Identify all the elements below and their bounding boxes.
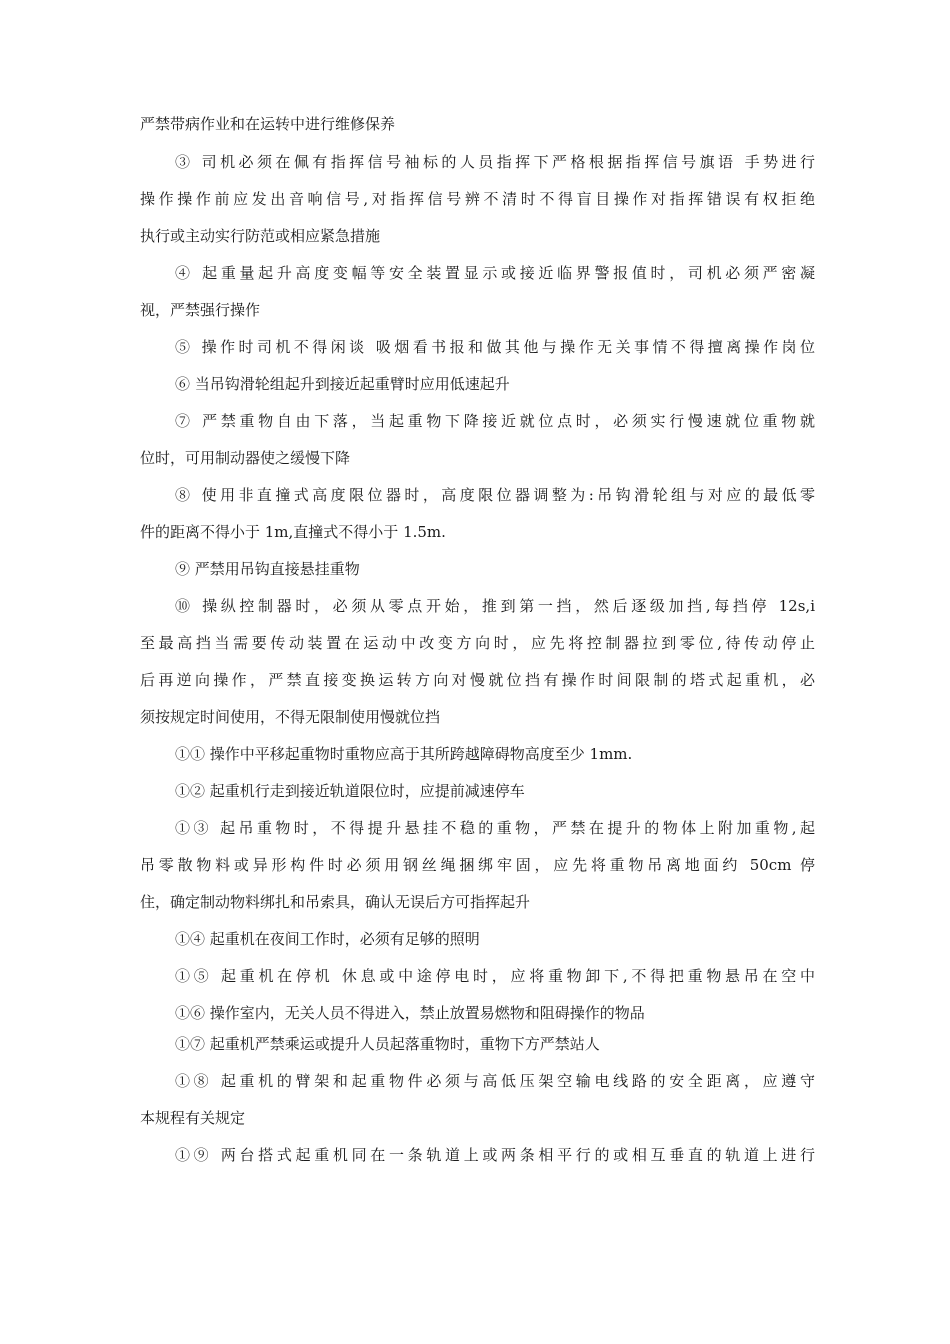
text-line: 须按规定时间使用，不得无限制使用慢就位挡 [140, 708, 441, 726]
text-line: ①⑥ 操作室内，无关人员不得进入，禁止放置易燃物和阻碍操作的物品 [175, 1004, 645, 1022]
text-line: ①⑧ 起重机的臂架和起重物件必须与高低压架空输电线路的安全距离，应遵守 [175, 1072, 815, 1090]
text-line: 本规程有关规定 [140, 1109, 246, 1127]
text-line: ⑦ 严禁重物自由下落，当起重物下降接近就位点时，必须实行慢速就位重物就 [175, 412, 815, 430]
text-line: ①④ 起重机在夜间工作时，必须有足够的照明 [175, 930, 480, 948]
text-line: 住，确定制动物料绑扎和吊索具，确认无误后方可指挥起升 [140, 893, 531, 911]
document-body [140, 115, 815, 1164]
text-line: ⑤ 操作时司机不得闲谈 吸烟看书报和做其他与操作无关事情不得擅离操作岗位 [175, 338, 815, 356]
text-line: ⑨ 严禁用吊钩直接悬挂重物 [175, 560, 360, 578]
text-line: 后再逆向操作，严禁直接变换运转方向对慢就位挡有操作时间限制的塔式起重机，必 [140, 671, 815, 689]
text-line: ①③ 起吊重物时，不得提升悬挂不稳的重物，严禁在提升的物体上附加重物,起 [175, 819, 815, 837]
text-line: 操作操作前应发出音响信号,对指挥信号辨不清时不得盲目操作对指挥错误有权拒绝 [140, 190, 815, 208]
text-line: ①① 操作中平移起重物时重物应高于其所跨越障碍物高度至少 1mm. [175, 745, 633, 763]
text-line: ①⑦ 起重机严禁乘运或提升人员起落重物时，重物下方严禁站人 [175, 1035, 600, 1053]
text-line: ⑩ 操纵控制器时，必须从零点开始，推到第一挡，然后逐级加挡,每挡停 12s,i [175, 597, 815, 615]
text-line: 件的距离不得小于 1m,直撞式不得小于 1.5m. [140, 523, 446, 541]
text-line: ③ 司机必须在佩有指挥信号袖标的人员指挥下严格根据指挥信号旗语 手势进行 [175, 153, 815, 171]
text-line: 严禁带病作业和在运转中进行维修保养 [140, 115, 396, 133]
text-line: ⑧ 使用非直撞式高度限位器时，高度限位器调整为:吊钩滑轮组与对应的最低零 [175, 486, 815, 504]
text-line: 执行或主动实行防范或相应紧急措施 [140, 227, 381, 245]
text-line: ④ 起重量起升高度变幅等安全装置显示或接近临界警报值时，司机必须严密凝 [175, 264, 815, 282]
text-line: ⑥ 当吊钩滑轮组起升到接近起重臂时应用低速起升 [175, 375, 510, 393]
text-line: 视，严禁强行操作 [140, 301, 261, 319]
text-line: 至最高挡当需要传动装置在运动中改变方向时，应先将控制器拉到零位,待传动停止 [140, 634, 815, 652]
text-line: ①② 起重机行走到接近轨道限位时，应提前减速停车 [175, 782, 525, 800]
text-line: ①⑤ 起重机在停机 休息或中途停电时，应将重物卸下,不得把重物悬吊在空中 [175, 967, 815, 985]
text-line: ①⑨ 两台搭式起重机同在一条轨道上或两条相平行的或相互垂直的轨道上进行 [175, 1146, 815, 1164]
text-line: 位时，可用制动器使之缓慢下降 [140, 449, 351, 467]
text-line: 吊零散物料或异形构件时必须用钢丝绳捆绑牢固，应先将重物吊离地面约 50cm 停 [140, 856, 815, 874]
